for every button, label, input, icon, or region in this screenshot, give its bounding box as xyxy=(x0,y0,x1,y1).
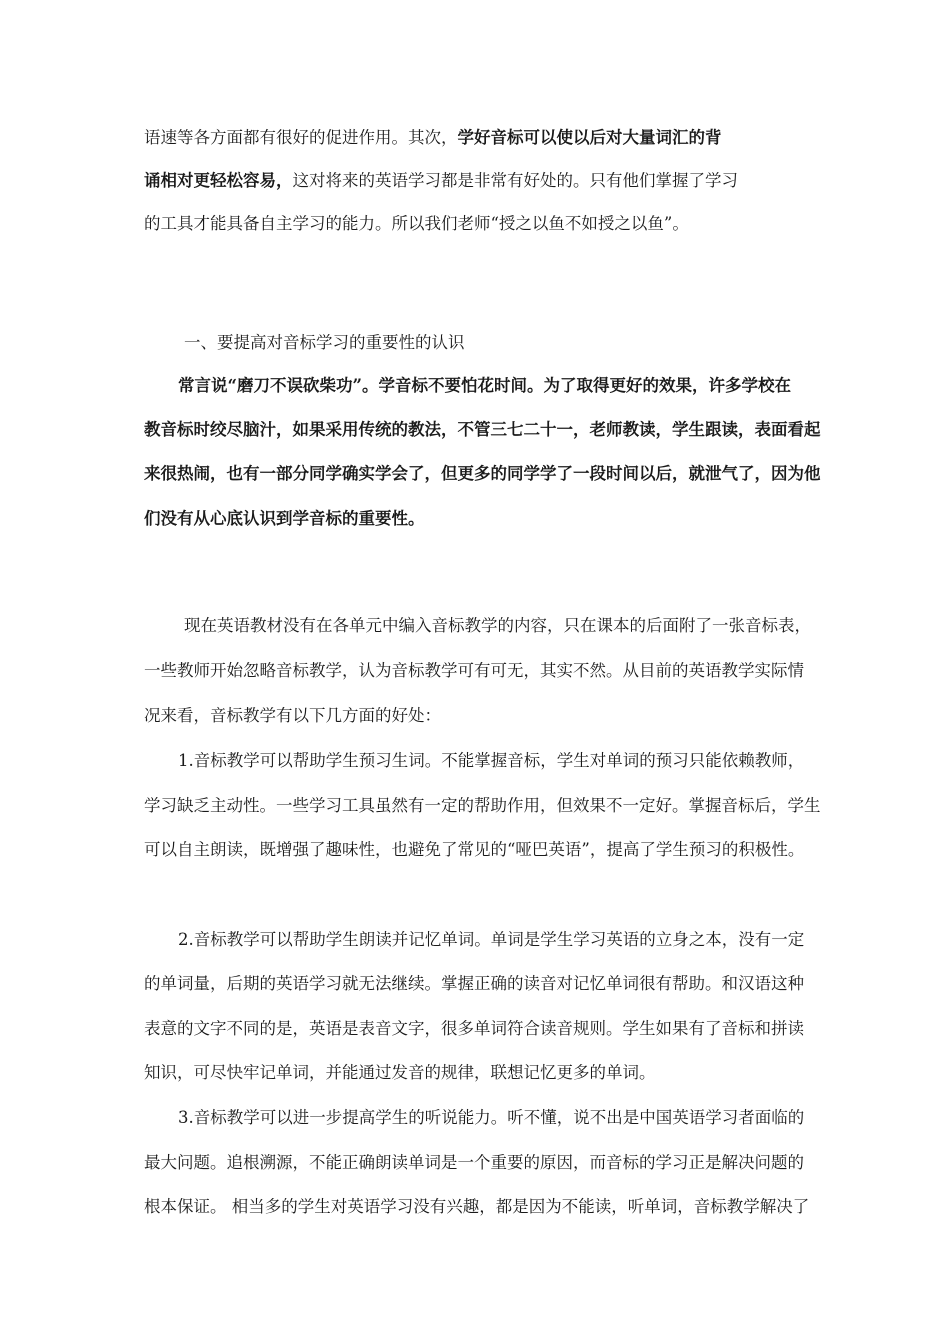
point2-line: 表意的文字不同的是，英语是表音文字，很多单词符合读音规则。学生如果有了音标和拼读 xyxy=(144,1019,804,1038)
point2-line: 的单词量，后期的英语学习就无法继续。掌握正确的读音对记忆单词很有帮助。和汉语这种 xyxy=(144,974,804,993)
intro-line-2 xyxy=(144,171,814,191)
point1-line: 可以自主朗读，既增强了趣味性，也避免了常见的“哑巴英语”，提高了学生预习的积极性。 xyxy=(144,840,805,859)
point1-line: 1.音标教学可以帮助学生预习生词。不能掌握音标，学生对单词的预习只能依赖教师， xyxy=(178,751,805,770)
point3-line: 最大问题。追根溯源，不能正确朗读单词是一个重要的原因，而音标的学习正是解决问题的 xyxy=(144,1153,804,1172)
section1-line: 教音标时绞尽脑汁，如果采用传统的教法，不管三七二十一，老师教读，学生跟读，表面看起 xyxy=(144,420,821,439)
intro-line-1 xyxy=(144,128,814,148)
section-heading: 一、要提高对音标学习的重要性的认识 xyxy=(184,333,465,352)
intro-text-bold: 诵相对更轻松容易， xyxy=(144,171,293,190)
para2-line: 况来看，音标教学有以下几方面的好处： xyxy=(144,706,441,725)
para2-line: 现在英语教材没有在各单元中编入音标教学的内容，只在课本的后面附了一张音标表， xyxy=(184,616,811,635)
point3-line: 3.音标教学可以进一步提高学生的听说能力。听不懂，说不出是中国英语学习者面临的 xyxy=(178,1108,805,1127)
intro-text-bold: 学好音标可以使以后对大量词汇的背 xyxy=(457,128,722,147)
point3-line: 根本保证。 相当多的学生对英语学习没有兴趣，都是因为不能读，听单词，音标教学解决了 xyxy=(144,1197,810,1216)
intro-text-regular: 语速等各方面都有很好的促进作用。其次， xyxy=(144,128,458,147)
point1-line: 学习缺乏主动性。一些学习工具虽然有一定的帮助作用，但效果不一定好。掌握音标后，学生 xyxy=(144,796,821,815)
section1-line: 们没有从心底认识到学音标的重要性。 xyxy=(144,509,425,528)
point2-line: 知识，可尽快牢记单词，并能通过发音的规律，联想记忆更多的单词。 xyxy=(144,1063,656,1082)
para2-line: 一些教师开始忽略音标教学，认为音标教学可有可无，其实不然。从目前的英语教学实际情 xyxy=(144,661,804,680)
point2-line: 2.音标教学可以帮助学生朗读并记忆单词。单词是学生学习英语的立身之本，没有一定 xyxy=(178,930,805,949)
intro-text-regular: 这对将来的英语学习都是非常有好处的。只有他们掌握了学习 xyxy=(292,171,738,190)
section1-line: 来很热闹，也有一部分同学确实学会了，但更多的同学学了一段时间以后，就泄气了，因为他 xyxy=(144,464,821,483)
section1-line: 常言说“磨刀不误砍柴功”。学音标不要怕花时间。为了取得更好的效果，许多学校在 xyxy=(178,376,791,395)
intro-line-3: 的工具才能具备自主学习的能力。所以我们老师“授之以鱼不如授之以鱼”。 xyxy=(144,214,689,233)
